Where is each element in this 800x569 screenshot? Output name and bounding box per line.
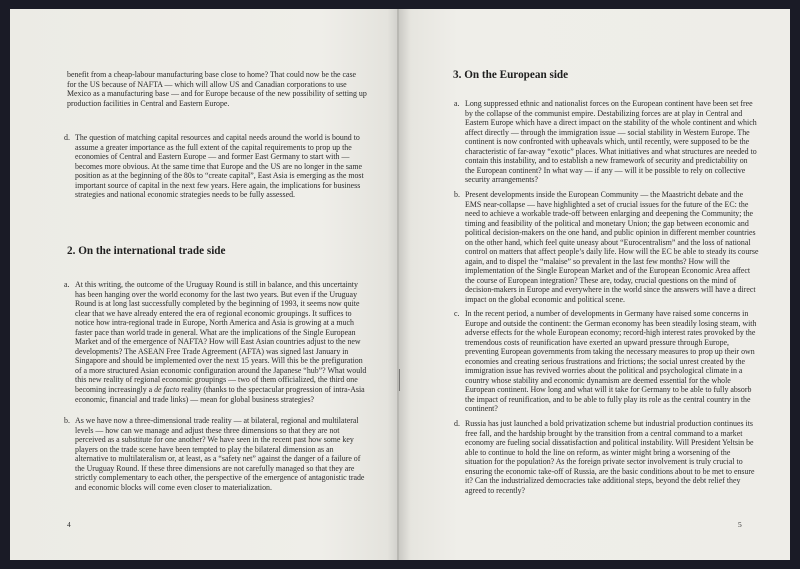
intro-paragraph: benefit from a cheap-labour manufacturing base close to home? That could now be the case for the US because of NAFTA — which will allow US and Canadian corporations to use Mexico as a manufacturing base — and for Europe because of the new possibility of setting up production facilities in Central and Eastern Europe. (67, 70, 367, 108)
page-number: 4 (67, 520, 71, 529)
item-text: The question of matching capital resources and capital needs around the world is bound to assume a greater importance as the full extent of the capital requirements to prop up the economies of Central and Eastern Europe — and former East Germany to start with — becomes more obvious. At the same time that Europe and the US are no longer in the same position as at the beginning of the 80s to “create capital”, East Asia is emerging as the most important source of capital in the next few years. Here again, the implications for business strategies and national economic strategies needs to be fully assessed. (75, 133, 364, 200)
left-page (10, 9, 399, 560)
item-label: a. (64, 280, 70, 289)
item-text-italic: de facto (154, 385, 180, 395)
list-item-a (64, 280, 368, 404)
item-label: b. (64, 416, 70, 425)
list-item-c (454, 309, 759, 414)
item-label: d. (64, 133, 70, 142)
list-item-a (454, 99, 759, 185)
list-item-d (64, 133, 367, 200)
item-label: a. (454, 99, 460, 108)
item-text: At this writing, the outcome of the Uruguay Round is still in balance, and this uncertainty has been hanging over the world economy for the last two years. But even if the Uruguay Round is at long last successfully completed by the beginning of 1993, it seems now quite clear that we have already entered the era of regional economic groupings. It suffices to notice how intra-regional trade in Europe, North America and Asia is growing at a much faster pace than world trade in general. What are the implications of the Single European Market and of the emergence of NAFTA? How will East Asian countries adjust to the new developments? The ASEAN Free Trade Agreement (AFTA) was signed last January in Singapore and should be implemented over the next 15 years. Will this be the prefiguration of a more structured Asian economic configuration around the Japanese “hub”? What would this new reality of regional economic groupings — two of them officialized, the third one becoming increasingly a (75, 280, 367, 395)
list-item-b (454, 190, 759, 305)
item-label: c. (454, 309, 460, 318)
item-label: b. (454, 190, 460, 199)
item-text: Present developments inside the European Community — the Maastricht debate and the EMS near-collapse — have highlighted a set of crucial issues for the future of the EC: the need to achieve a workable trade-off between enlarging and deepening the Community; the timing and feasibility of the political and monetary Union; the gap between economic and political decision-makers on the one hand, and public opinion in different member countries on the other hand, which feel quite uneasy about “Eurocentralism” and the loss of national control on matters that affect people’s daily life. How will the EC be able to steady its course again, and to dispel the “malaise” so prevalent in the last few months? How will the implementation of the Single European Market and of the European Economic Area affect the course of European integration? These are, today, crucial questions on the mind of decision-makers in Europe and everywhere in the world since the answers will have a direct impact on the global economic and political scene. (465, 190, 759, 305)
list-item-b (64, 416, 368, 492)
item-text-end: reality (thanks to the spectacular progression of intra-Asia economic, financial and trade links) — mean for global business strategies? (75, 385, 365, 404)
list-item-d (454, 419, 759, 495)
item-text: Russia has just launched a bold privatization scheme but industrial production continues its free fall, and the hardship brought by the transition from a central command to a market economy are fueling social dissatisfaction and political instability. Will President Yeltsin be able to continue to hold the line on reform, as winter might bring a worsening of the situation for the population? As the foreign private sector involvement is truly crucial to ensuring the economic take-off of Russia, are the basic conditions about to be met to ensure it? Can the industrialized democracies take additional steps, beyond the debt relief they agreed to recently? (465, 419, 755, 495)
item-text: In the recent period, a number of developments in Germany have raised some concerns in Europe and outside the continent: the German economy has been steadily losing steam, with adverse effects for the whole European economy; record-high interest rates provoked by the tremendous costs of reunification have exerted an upward pressure through Europe, preventing European governments from taking the necessary measures to prop up their own economies and creating serious frustrations and frictions; the social unrest created by the immigration issue has revived worries about the political and psychological climate in a country whose stability and economic dynamism are deemed essential for the whole European continent. How long and what will it take for Germany to be able to fully absorb the impact of reunification, and to be able to fully play its role as the central country in the continent? (465, 309, 757, 414)
section-heading: 3. On the European side (453, 69, 569, 81)
item-text: Long suppressed ethnic and nationalist forces on the European continent have been set free by the collapse of the communist empire. Destabilizing forces are at play in Central and Eastern Europe which have a direct impact on the stability of the whole continent and which affect directly — through the immigration issue — social stability in Western Europe. The continent is now confronted with upheavals which, until recently, were supposed to be the characteristic of far-away “exotic” places. What initiatives and what structures are needed to contain this instability, and to establish a new framework of security and predictability on the European continent? In what way — if any — will it be possible to rely on collective security arrangements? (465, 99, 757, 185)
book-spread (10, 9, 790, 560)
binding-mark (399, 369, 400, 391)
item-label: d. (454, 419, 460, 428)
page-number: 5 (738, 520, 742, 529)
right-page (399, 9, 790, 560)
section-heading: 2. On the international trade side (67, 245, 226, 257)
item-text: As we have now a three-dimensional trade reality — at bilateral, regional and multilateral levels — how can we manage and adjust these three dimensions so that they are not perceived as a substitute for one another? We have seen in the recent past how some key players on the trade scene have been tempted to play the bilateral dimension as an alternative to multilateralism or, at least, as a “safety net” against the danger of a failure of the Uruguay Round. If these three dimensions are not carefully managed so that they are strictly complementary to each other, the perspective of the emergence of antagonistic trade and economic blocks will come even closer to materialization. (75, 416, 365, 492)
